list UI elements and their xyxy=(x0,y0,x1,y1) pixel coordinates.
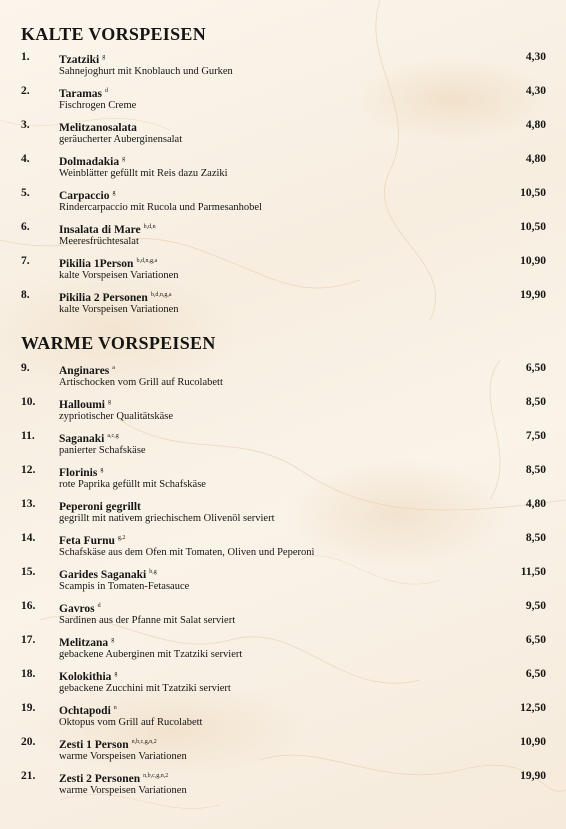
section-title-warme-vorspeisen: WARME VORSPEISEN xyxy=(21,333,216,353)
item-price: 4,30 xyxy=(525,85,546,97)
allergen-code: b,g xyxy=(149,569,157,575)
item-price: 10,90 xyxy=(520,255,546,267)
menu-item xyxy=(0,118,566,152)
item-name: Carpaccio $^g$ xyxy=(59,190,116,202)
item-name: Peperoni gegrillt xyxy=(59,501,141,513)
item-description: Meeresfrüchtesalat xyxy=(59,236,139,247)
allergen-code: b,d,n xyxy=(143,224,156,230)
item-description: gebackene Auberginen mit Tzatziki serviert xyxy=(59,649,243,660)
menu-item xyxy=(0,599,566,633)
item-name: Melitzanosalata xyxy=(59,122,137,134)
item-description: zypriotischer Qualitätskäse xyxy=(59,411,174,422)
item-description: kalte Vorspeisen Variationen xyxy=(59,270,179,281)
menu-item xyxy=(0,701,566,735)
menu-item xyxy=(0,395,566,429)
item-number: 8. xyxy=(21,289,30,301)
item-number: 16. xyxy=(21,600,36,612)
item-number: 21. xyxy=(21,770,36,782)
item-price: 8,50 xyxy=(525,396,546,408)
menu-item xyxy=(0,288,566,322)
item-number: 18. xyxy=(21,668,36,680)
item-number: 1. xyxy=(21,51,30,63)
item-description: warme Vorspeisen Variationen xyxy=(59,751,187,762)
item-name: Tzatziki $^g$ xyxy=(59,54,106,66)
menu-item xyxy=(0,254,566,288)
item-number: 10. xyxy=(21,396,36,408)
item-description: Artischocken vom Grill auf Rucolabett xyxy=(59,377,223,388)
item-description: Oktopus vom Grill auf Rucolabett xyxy=(59,717,203,728)
item-description: Schafskäse aus dem Ofen mit Tomaten, Oliven und Peperoni xyxy=(59,547,315,558)
item-price: 11,50 xyxy=(520,566,546,578)
item-price: 7,50 xyxy=(525,430,546,442)
item-price: 4,80 xyxy=(525,119,546,131)
allergen-code: g xyxy=(111,637,115,643)
menu-item xyxy=(0,633,566,667)
allergen-code: n xyxy=(113,705,117,711)
item-number: 2. xyxy=(21,85,30,97)
item-number: 6. xyxy=(21,221,30,233)
menu-item xyxy=(0,769,566,803)
item-name: Insalata di Mare $^{b,d,n}$ xyxy=(59,224,156,236)
menu-item xyxy=(0,361,566,395)
item-description: Scampis in Tomaten-Fetasauce xyxy=(59,581,190,592)
menu-item xyxy=(0,735,566,769)
item-name: Zesti 1 Person $^{n,b,c,g,n,2}$ xyxy=(59,739,157,751)
item-name: Anginares $^a$ xyxy=(59,365,115,377)
item-description: Sardinen aus der Pfanne mit Salat serviert xyxy=(59,615,236,626)
item-price: 6,50 xyxy=(525,634,546,646)
allergen-code: n,b,c,g,n,2 xyxy=(143,773,169,779)
item-price: 12,50 xyxy=(520,702,546,714)
allergen-code: d xyxy=(97,603,101,609)
item-name: Florinis $^g$ xyxy=(59,467,104,479)
item-number: 11. xyxy=(21,430,35,442)
item-number: 19. xyxy=(21,702,36,714)
item-number: 13. xyxy=(21,498,36,510)
menu-item xyxy=(0,463,566,497)
item-description: Weinblätter gefüllt mit Reis dazu Zaziki xyxy=(59,168,228,179)
item-number: 4. xyxy=(21,153,30,165)
allergen-code: b,d,n,g,a xyxy=(136,258,158,264)
allergen-code: g xyxy=(114,671,118,677)
item-number: 9. xyxy=(21,362,30,374)
allergen-code: g xyxy=(112,190,116,196)
item-price: 19,90 xyxy=(520,770,546,782)
allergen-code: b,d,n,g,a xyxy=(150,292,172,298)
item-price: 9,50 xyxy=(525,600,546,612)
item-number: 5. xyxy=(21,187,30,199)
item-price: 19,90 xyxy=(520,289,546,301)
item-number: 20. xyxy=(21,736,36,748)
item-description: geräucherter Auberginensalat xyxy=(59,134,183,145)
allergen-code: d xyxy=(105,88,109,94)
item-price: 4,30 xyxy=(525,51,546,63)
item-description: gebackene Zucchini mit Tzatziki serviert xyxy=(59,683,231,694)
allergen-code: g xyxy=(102,54,106,60)
item-name: Pikilia 2 Personen $^{b,d,n,g,a}$ xyxy=(59,292,172,304)
item-price: 6,50 xyxy=(525,668,546,680)
item-description: gegrillt mit nativem griechischem Olivenöl serviert xyxy=(59,513,275,524)
item-price: 4,80 xyxy=(525,498,546,510)
item-description: Sahnejoghurt mit Knoblauch und Gurken xyxy=(59,66,233,77)
item-number: 17. xyxy=(21,634,36,646)
item-description: Fischrogen Creme xyxy=(59,100,137,111)
item-description: warme Vorspeisen Variationen xyxy=(59,785,187,796)
item-name: Pikilia 1Person $^{b,d,n,g,a}$ xyxy=(59,258,158,270)
allergen-code: a,c,g xyxy=(107,433,119,439)
menu-item xyxy=(0,50,566,84)
item-number: 15. xyxy=(21,566,36,578)
item-price: 8,50 xyxy=(525,532,546,544)
menu-item xyxy=(0,667,566,701)
item-name: Zesti 2 Personen $^{n,b,c,g,n,2}$ xyxy=(59,773,169,785)
allergen-code: g xyxy=(100,467,104,473)
item-name: Gavros $^d$ xyxy=(59,603,101,615)
section-title-kalte-vorspeisen: KALTE VORSPEISEN xyxy=(21,24,207,44)
item-description: kalte Vorspeisen Variationen xyxy=(59,304,179,315)
item-price: 6,50 xyxy=(525,362,546,374)
item-name: Ochtapodi $^n$ xyxy=(59,705,117,717)
menu-item xyxy=(0,186,566,220)
menu-item xyxy=(0,84,566,118)
menu-item xyxy=(0,497,566,531)
item-number: 7. xyxy=(21,255,30,267)
item-name: Halloumi $^g$ xyxy=(59,399,112,411)
item-name: Saganaki $^{a,c,g}$ xyxy=(59,433,119,445)
item-price: 10,90 xyxy=(520,736,546,748)
menu-item xyxy=(0,429,566,463)
menu-item xyxy=(0,152,566,186)
allergen-code: g xyxy=(108,399,112,405)
item-description: Rindercarpaccio mit Rucola und Parmesanhobel xyxy=(59,202,262,213)
item-name: Garides Saganaki $^{b,g}$ xyxy=(59,569,157,581)
item-price: 10,50 xyxy=(520,221,546,233)
menu-item xyxy=(0,220,566,254)
menu-item xyxy=(0,565,566,599)
item-price: 10,50 xyxy=(520,187,546,199)
menu-item xyxy=(0,531,566,565)
item-number: 12. xyxy=(21,464,36,476)
item-name: Dolmadakia $^g$ xyxy=(59,156,126,168)
item-name: Taramas $^d$ xyxy=(59,88,109,100)
item-price: 8,50 xyxy=(525,464,546,476)
item-name: Melitzana $^g$ xyxy=(59,637,115,649)
item-price: 4,80 xyxy=(525,153,546,165)
item-name: Kolokithia $^g$ xyxy=(59,671,118,683)
allergen-code: g xyxy=(122,156,126,162)
allergen-code: a xyxy=(112,365,115,371)
allergen-code: g,2 xyxy=(117,535,126,541)
item-number: 14. xyxy=(21,532,36,544)
item-name: Feta Furnu $^{g,2}$ xyxy=(59,535,126,547)
item-number: 3. xyxy=(21,119,30,131)
allergen-code: n,b,c,g,n,2 xyxy=(131,739,157,745)
item-description: rote Paprika gefüllt mit Schafskäse xyxy=(59,479,206,490)
item-description: panierter Schafskäse xyxy=(59,445,146,456)
